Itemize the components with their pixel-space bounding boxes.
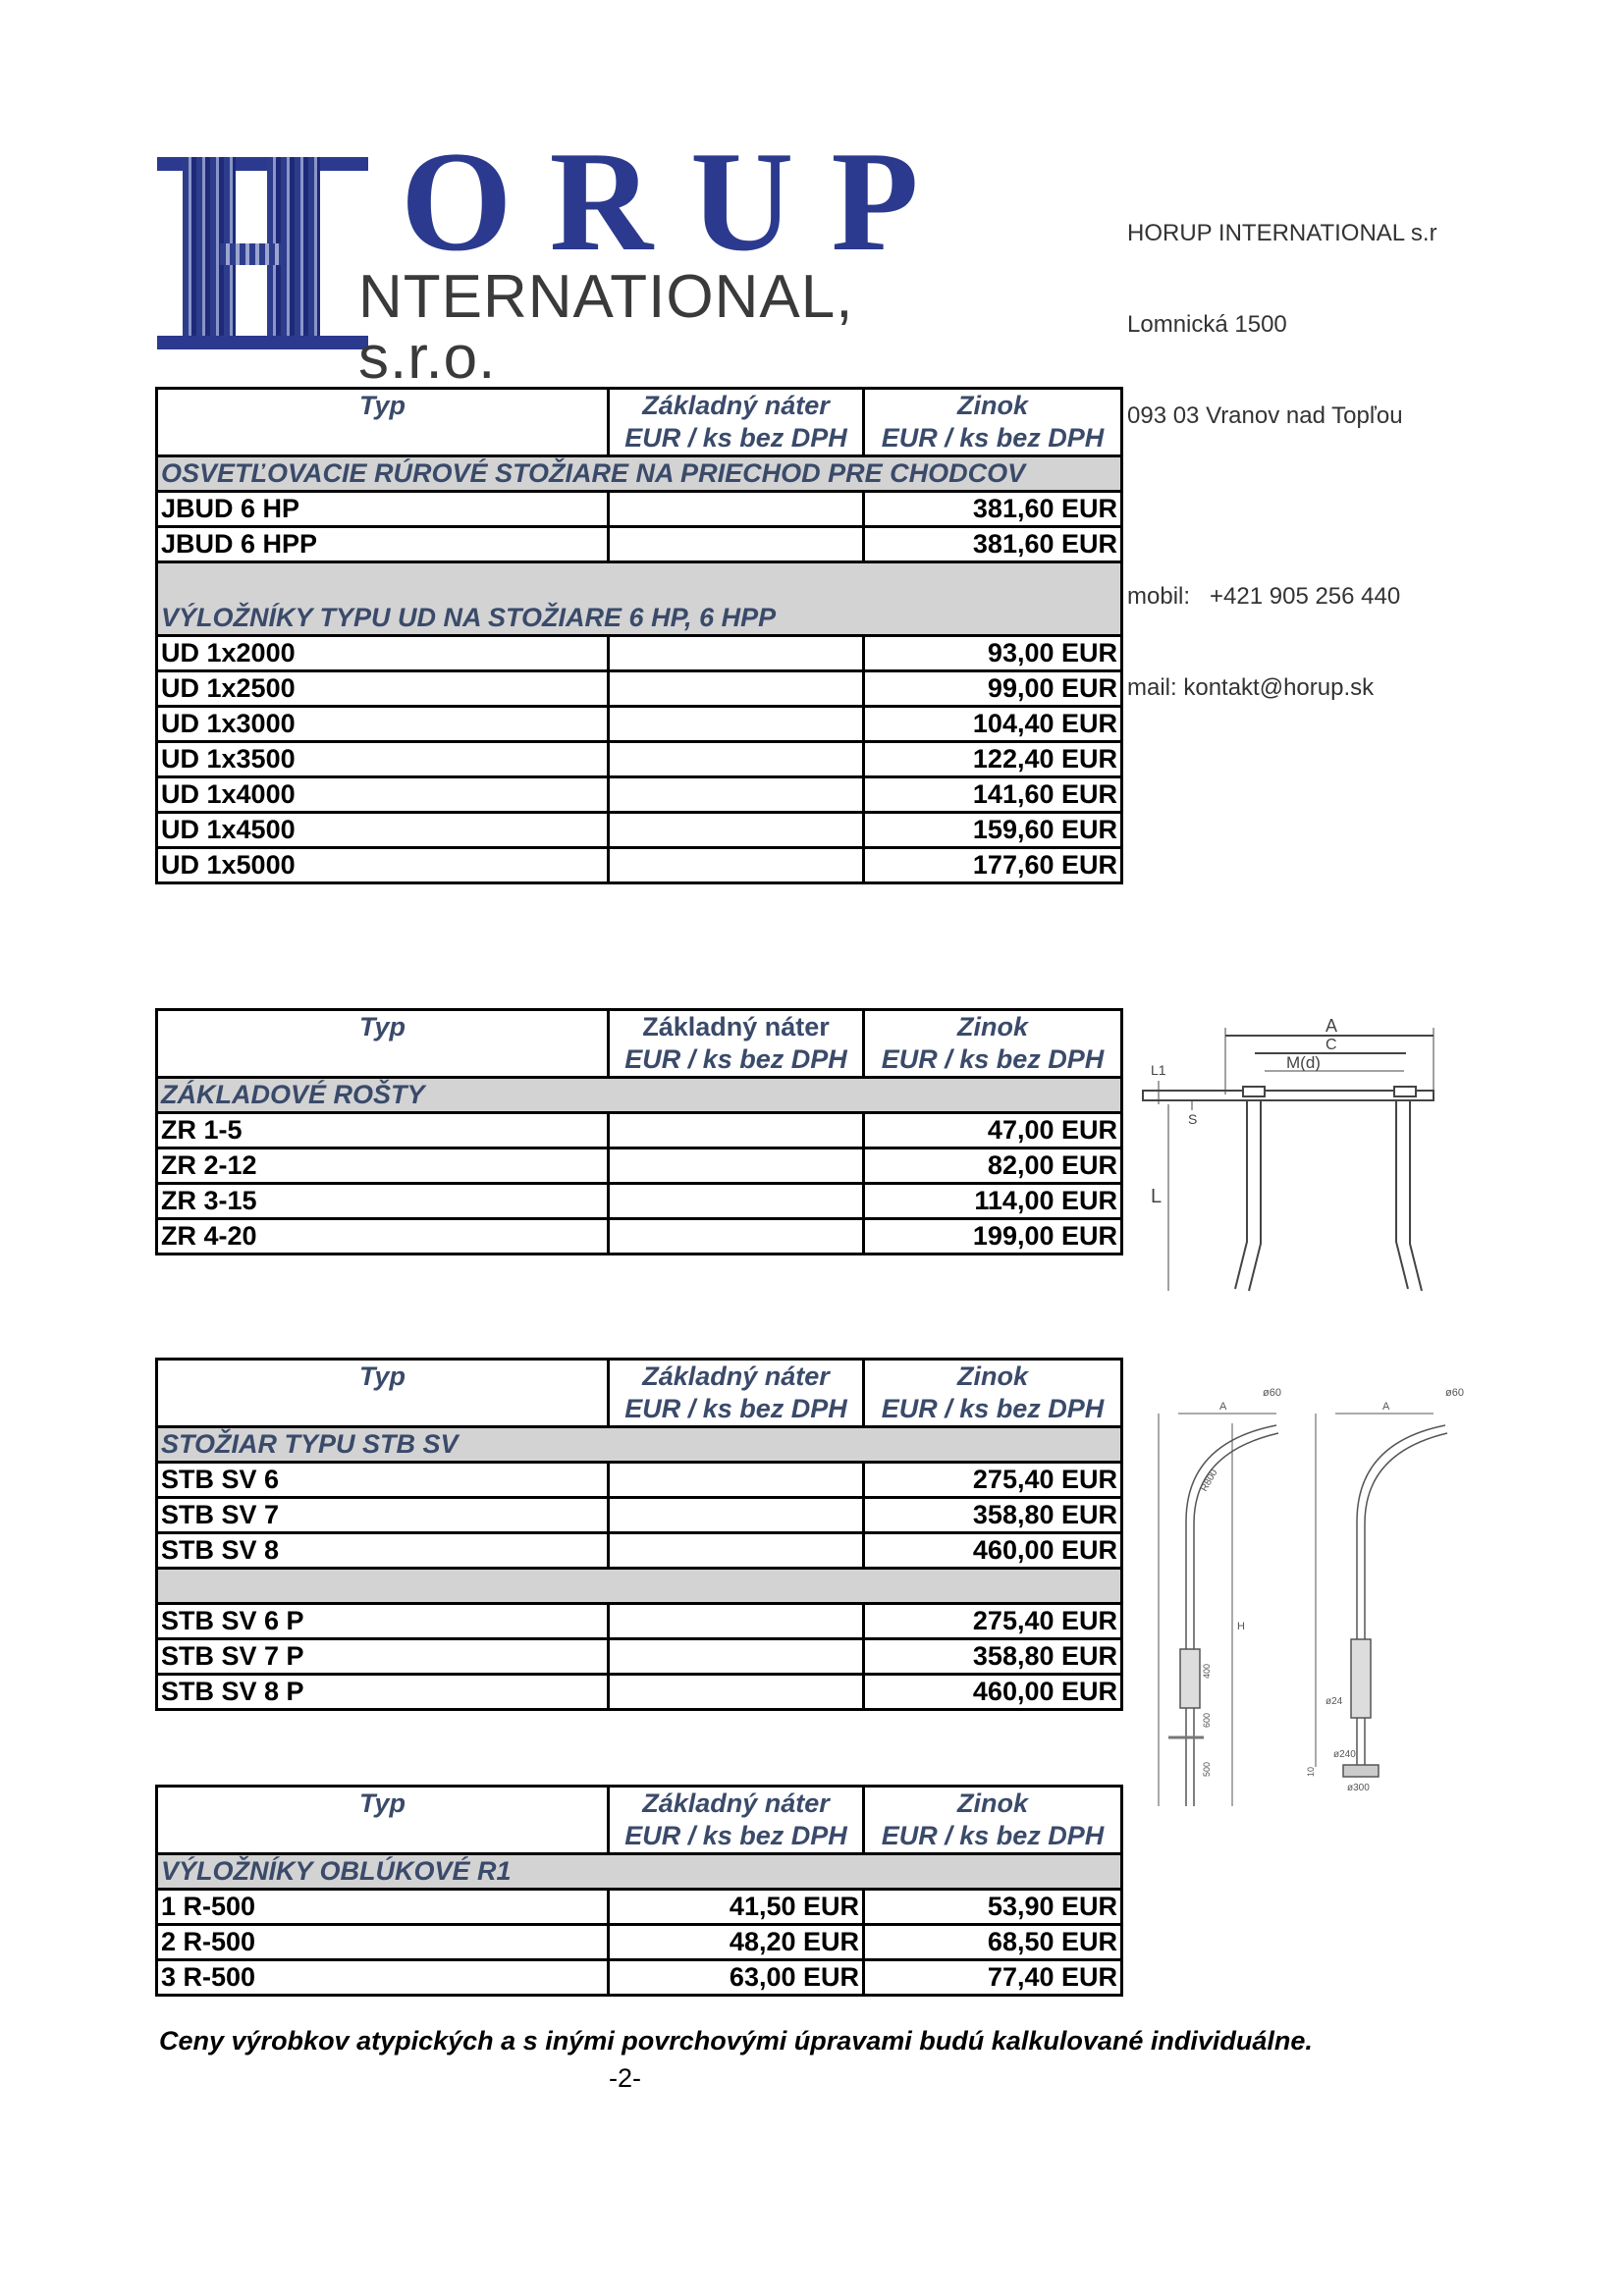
table-row — [157, 1533, 1122, 1569]
row-zinok: 77,40 EUR — [864, 1960, 1122, 1996]
dim-a-label: A — [1325, 1016, 1338, 1036]
pole-diam-24: ø24 — [1325, 1696, 1343, 1707]
table-row — [157, 777, 1122, 813]
col-header-unit: EUR / ks bez DPH — [864, 1393, 1122, 1427]
row-name: JBUD 6 HP — [157, 492, 609, 527]
pole-dim-h: H — [1237, 1621, 1245, 1632]
table-row — [157, 1604, 1122, 1639]
row-zakladny — [609, 1675, 864, 1710]
col-header-typ: Typ — [157, 1010, 609, 1078]
row-zinok: 199,00 EUR — [864, 1219, 1122, 1255]
col-header-typ: Typ — [157, 1360, 609, 1427]
table-row — [157, 671, 1122, 707]
row-name: STB SV 8 — [157, 1533, 609, 1569]
col-header-zakladny: Základný náter — [609, 1787, 864, 1821]
dim-l-label: L — [1151, 1186, 1163, 1207]
col-header-unit: EUR / ks bez DPH — [609, 1393, 864, 1427]
row-zinok: 460,00 EUR — [864, 1533, 1122, 1569]
row-zakladny — [609, 1148, 864, 1184]
table-row — [157, 1219, 1122, 1255]
col-header-unit: EUR / ks bez DPH — [609, 422, 864, 456]
col-header-unit: EUR / ks bez DPH — [864, 422, 1122, 456]
row-zakladny — [609, 492, 864, 527]
row-zinok: 381,60 EUR — [864, 492, 1122, 527]
col-header-zinok: Zinok — [864, 1787, 1122, 1821]
pole-dim-a: A — [1219, 1401, 1227, 1413]
pole-dim-600: 600 — [1202, 1712, 1212, 1728]
row-zinok: 275,40 EUR — [864, 1463, 1122, 1498]
row-zakladny: 63,00 EUR — [609, 1960, 864, 1996]
col-header-unit: EUR / ks bez DPH — [609, 1043, 864, 1078]
table-row — [157, 1184, 1122, 1219]
pole-diam-240: ø240 — [1333, 1749, 1356, 1760]
row-name: UD 1x4000 — [157, 777, 609, 813]
table-row — [157, 1113, 1122, 1148]
row-zakladny — [609, 1498, 864, 1533]
foundation-grid-drawing — [1139, 1016, 1453, 1301]
row-name: 1 R-500 — [157, 1890, 609, 1925]
pole-diam-top: ø60 — [1263, 1387, 1281, 1399]
pole-dim-500: 500 — [1202, 1761, 1212, 1777]
company-city: 093 03 Vranov nad Topľou — [1127, 402, 1403, 429]
dim-m-label: M(d) — [1286, 1053, 1321, 1072]
pole-dim-10: 10 — [1306, 1766, 1316, 1777]
price-table-2 — [155, 1008, 1123, 1255]
table-row — [157, 813, 1122, 848]
row-zakladny — [609, 636, 864, 671]
table-row — [157, 1148, 1122, 1184]
row-zakladny — [609, 813, 864, 848]
col-header-unit: EUR / ks bez DPH — [609, 1820, 864, 1854]
pole-diam-300: ø300 — [1347, 1783, 1370, 1793]
row-name: ZR 1-5 — [157, 1113, 609, 1148]
company-address — [1127, 157, 1437, 733]
col-header-zinok: Zinok — [864, 1010, 1122, 1044]
page-number: -2- — [609, 2063, 641, 2093]
row-zinok: 114,00 EUR — [864, 1184, 1122, 1219]
table-row — [157, 492, 1122, 527]
table-row — [157, 1463, 1122, 1498]
table-row — [157, 742, 1122, 777]
col-header-zinok: Zinok — [864, 1360, 1122, 1394]
table-row — [157, 1890, 1122, 1925]
col-header-unit: EUR / ks bez DPH — [864, 1043, 1122, 1078]
col-header-unit: EUR / ks bez DPH — [864, 1820, 1122, 1854]
table-row — [157, 1675, 1122, 1710]
row-name: UD 1x5000 — [157, 848, 609, 883]
company-street: Lomnická 1500 — [1127, 311, 1287, 338]
row-name: STB SV 8 P — [157, 1675, 609, 1710]
section-spacer — [157, 1569, 1122, 1604]
price-table-3 — [155, 1358, 1123, 1711]
row-name: 2 R-500 — [157, 1925, 609, 1960]
row-zinok: 159,60 EUR — [864, 813, 1122, 848]
row-zakladny — [609, 848, 864, 883]
pricing-note: Ceny výrobkov atypických a s inými povrchovými úpravami budú kalkulované individuálne. — [159, 2026, 1313, 2056]
row-zakladny — [609, 707, 864, 742]
row-name: UD 1x4500 — [157, 813, 609, 848]
logo-subtitle: NTERNATIONAL, s.r.o. — [358, 263, 854, 392]
row-zakladny — [609, 1463, 864, 1498]
row-zinok: 104,40 EUR — [864, 707, 1122, 742]
pole-drawing — [1139, 1374, 1483, 1836]
row-zakladny — [609, 527, 864, 562]
company-name: HORUP INTERNATIONAL s.r — [1127, 220, 1437, 246]
col-header-typ: Typ — [157, 1787, 609, 1854]
row-zinok: 358,80 EUR — [864, 1498, 1122, 1533]
price-table-1 — [155, 387, 1123, 884]
table-row — [157, 1960, 1122, 1996]
row-zakladny — [609, 1533, 864, 1569]
company-logo — [157, 122, 962, 392]
table-row — [157, 1639, 1122, 1675]
row-name: 3 R-500 — [157, 1960, 609, 1996]
price-table-4 — [155, 1785, 1123, 1997]
row-zinok: 122,40 EUR — [864, 742, 1122, 777]
company-mail[interactable]: mail: kontakt@horup.sk — [1127, 674, 1375, 701]
col-header-zakladny: Základný náter — [609, 1010, 864, 1044]
logo-h-mark — [157, 157, 368, 349]
row-name: UD 1x3000 — [157, 707, 609, 742]
row-zakladny — [609, 742, 864, 777]
row-zakladny — [609, 1219, 864, 1255]
dim-c-label: C — [1325, 1037, 1337, 1053]
table-row — [157, 848, 1122, 883]
row-zakladny — [609, 777, 864, 813]
company-mobile: mobil: +421 905 256 440 — [1127, 583, 1401, 610]
col-header-zakladny: Základný náter — [609, 1360, 864, 1394]
table-row — [157, 636, 1122, 671]
dim-l1-label: L1 — [1151, 1062, 1166, 1078]
row-zakladny — [609, 1639, 864, 1675]
pole-diam-top: ø60 — [1445, 1387, 1464, 1399]
row-name: ZR 4-20 — [157, 1219, 609, 1255]
col-header-zinok: Zinok — [864, 389, 1122, 423]
row-zinok: 47,00 EUR — [864, 1113, 1122, 1148]
row-name: STB SV 7 P — [157, 1639, 609, 1675]
row-name: UD 1x2000 — [157, 636, 609, 671]
section-title: VÝLOŽNÍKY TYPU UD NA STOŽIARE 6 HP, 6 HPP — [157, 562, 1122, 636]
pole-dim-a: A — [1382, 1401, 1390, 1413]
table-row — [157, 707, 1122, 742]
row-zinok: 177,60 EUR — [864, 848, 1122, 883]
col-header-typ: Typ — [157, 389, 609, 456]
row-zinok: 99,00 EUR — [864, 671, 1122, 707]
pole-dim-400: 400 — [1202, 1663, 1212, 1679]
logo-brand-text: ORUP — [401, 122, 956, 281]
table-row — [157, 1498, 1122, 1533]
table-row — [157, 527, 1122, 562]
row-name: STB SV 6 — [157, 1463, 609, 1498]
row-name: ZR 2-12 — [157, 1148, 609, 1184]
row-zinok: 93,00 EUR — [864, 636, 1122, 671]
row-zakladny — [609, 1113, 864, 1148]
row-zinok: 82,00 EUR — [864, 1148, 1122, 1184]
row-zinok: 460,00 EUR — [864, 1675, 1122, 1710]
section-title: STOŽIAR TYPU STB SV — [157, 1427, 1122, 1463]
row-name: STB SV 7 — [157, 1498, 609, 1533]
col-header-zakladny: Základný náter — [609, 389, 864, 423]
row-zakladny — [609, 1604, 864, 1639]
section-title: OSVETĽOVACIE RÚROVÉ STOŽIARE NA PRIECHOD PRE CHODCOV — [157, 456, 1122, 492]
row-zinok: 68,50 EUR — [864, 1925, 1122, 1960]
row-zakladny — [609, 671, 864, 707]
dim-s-label: S — [1188, 1111, 1198, 1127]
row-zakladny — [609, 1184, 864, 1219]
row-zinok: 275,40 EUR — [864, 1604, 1122, 1639]
row-name: UD 1x2500 — [157, 671, 609, 707]
row-zinok: 358,80 EUR — [864, 1639, 1122, 1675]
pole-radius: R800 — [1199, 1468, 1220, 1494]
section-title: ZÁKLADOVÉ ROŠTY — [157, 1078, 1122, 1113]
row-name: JBUD 6 HPP — [157, 527, 609, 562]
row-name: STB SV 6 P — [157, 1604, 609, 1639]
row-zakladny: 41,50 EUR — [609, 1890, 864, 1925]
row-zinok: 53,90 EUR — [864, 1890, 1122, 1925]
table-row — [157, 1925, 1122, 1960]
row-name: ZR 3-15 — [157, 1184, 609, 1219]
row-zinok: 141,60 EUR — [864, 777, 1122, 813]
section-title: VÝLOŽNÍKY OBLÚKOVÉ R1 — [157, 1854, 1122, 1890]
row-zinok: 381,60 EUR — [864, 527, 1122, 562]
row-name: UD 1x3500 — [157, 742, 609, 777]
row-zakladny: 48,20 EUR — [609, 1925, 864, 1960]
